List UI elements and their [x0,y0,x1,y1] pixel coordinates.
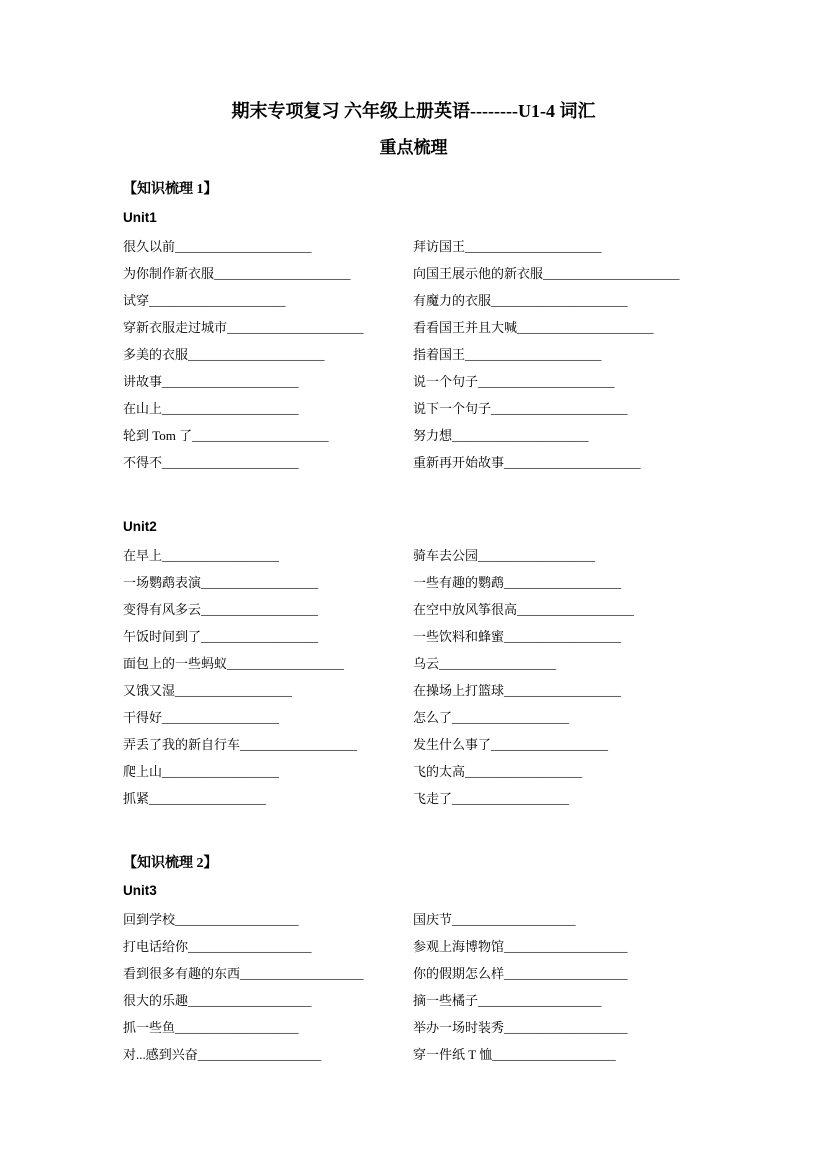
vocab-row [123,650,704,677]
vocab-phrase-left: 讲故事_____________________ [123,373,299,389]
vocab-row [123,233,704,260]
vocab-phrase-left: 为你制作新衣服_____________________ [123,265,351,281]
vocab-phrase-left: 干得好__________________ [123,709,280,725]
vocab-phrase-left: 试穿_____________________ [123,292,286,308]
vocab-phrase-left: 一场鹦鹉表演__________________ [123,574,319,590]
vocab-phrase-left: 不得不_____________________ [123,454,299,470]
unit-title: Unit1 [123,210,157,226]
vocab-phrase-right: 你的假期怎么样___________________ [413,966,628,982]
vocab-phrase-right: 一些饮料和蜂蜜__________________ [413,628,622,644]
vocab-row [123,960,704,987]
vocab-phrase-left: 爬上山__________________ [123,763,280,779]
vocab-row [123,449,704,476]
vocab-row [123,677,704,704]
vocab-phrase-right: 怎么了__________________ [413,709,570,725]
vocab-row [123,623,704,650]
knowledge-section [123,854,704,1068]
vocab-phrase-left: 很久以前_____________________ [123,238,312,254]
document-body [123,180,704,1068]
vocab-phrase-right: 拜访国王_____________________ [413,238,602,254]
vocab-phrase-right: 说下一个句子_____________________ [413,400,628,416]
unit-title: Unit2 [123,518,157,534]
vocab-row [123,368,704,395]
vocab-row [123,704,704,731]
vocab-phrase-right: 参观上海博物馆___________________ [413,939,628,955]
vocab-row [123,341,704,368]
vocab-phrase-left: 面包上的一些蚂蚁__________________ [123,655,345,671]
vocab-phrase-right: 指着国王_____________________ [413,346,602,362]
vocab-phrase-left: 在早上__________________ [123,547,280,563]
vocab-phrase-left: 很大的乐趣___________________ [123,993,312,1009]
vocab-phrase-right: 举办一场时装秀___________________ [413,1020,628,1036]
section-header: 【知识梳理 2】 [123,855,218,871]
vocab-phrase-left: 弄丢了我的新自行车__________________ [123,736,358,752]
vocab-phrase-left: 抓紧__________________ [123,790,267,806]
vocab-row [123,395,704,422]
unit-block [123,518,704,812]
vocab-phrase-right: 飞走了__________________ [413,790,570,806]
vocab-phrase-left: 穿新衣服走过城市_____________________ [123,319,364,335]
vocab-phrase-right: 重新再开始故事_____________________ [413,454,641,470]
vocab-phrase-right: 发生什么事了__________________ [413,736,609,752]
document-subtitle: 重点梳理 [379,138,448,158]
vocab-row [123,1041,704,1068]
vocab-phrase-right: 努力想_____________________ [413,427,589,443]
vocab-row [123,596,704,623]
vocab-row [123,731,704,758]
vocab-phrase-right: 一些有趣的鹦鹉__________________ [413,574,622,590]
vocab-phrase-right: 摘一些橘子___________________ [413,993,602,1009]
vocab-row [123,287,704,314]
unit-block [123,209,704,476]
vocab-row [123,906,704,933]
vocab-phrase-right: 看看国王并且大喊_____________________ [413,319,654,335]
vocab-phrase-left: 午饭时间到了__________________ [123,628,319,644]
vocab-phrase-right: 飞的太高__________________ [413,763,583,779]
unit-block [123,882,704,1068]
knowledge-section [123,180,704,811]
vocab-phrase-right: 乌云__________________ [413,655,557,671]
vocab-row [123,785,704,812]
vocab-row [123,260,704,287]
vocab-phrase-right: 骑车去公园__________________ [413,547,596,563]
vocab-phrase-right: 在操场上打篮球__________________ [413,682,622,698]
vocab-phrase-left: 回到学校___________________ [123,912,299,928]
document-title: 期末专项复习 六年级上册英语--------U1-4 词汇 [231,101,596,121]
vocab-phrase-right: 在空中放风筝很高__________________ [413,601,635,617]
vocab-phrase-right: 穿一件纸 T 恤___________________ [413,1047,616,1063]
vocab-phrase-left: 打电话给你___________________ [123,939,312,955]
vocab-phrase-left: 抓一些鱼___________________ [123,1020,299,1036]
vocab-phrase-right: 说一个句子_____________________ [413,373,615,389]
vocab-phrase-right: 有魔力的衣服_____________________ [413,292,628,308]
vocab-row [123,314,704,341]
vocab-row [123,569,704,596]
vocab-phrase-left: 多美的衣服_____________________ [123,346,325,362]
unit-title: Unit3 [123,883,157,899]
vocab-phrase-right: 国庆节___________________ [413,912,576,928]
vocab-phrase-left: 在山上_____________________ [123,400,299,416]
vocab-phrase-left: 对...感到兴奋___________________ [123,1047,322,1063]
vocab-phrase-right: 向国王展示他的新衣服_____________________ [413,265,680,281]
vocab-row [123,933,704,960]
vocab-row [123,987,704,1014]
vocab-row [123,758,704,785]
vocab-phrase-left: 看到很多有趣的东西___________________ [123,966,364,982]
vocab-phrase-left: 轮到 Tom 了_____________________ [123,427,329,443]
vocab-phrase-left: 变得有风多云__________________ [123,601,319,617]
vocab-row [123,1014,704,1041]
section-header: 【知识梳理 1】 [123,182,218,198]
vocab-phrase-left: 又饿又湿__________________ [123,682,293,698]
vocab-row [123,542,704,569]
vocab-row [123,422,704,449]
